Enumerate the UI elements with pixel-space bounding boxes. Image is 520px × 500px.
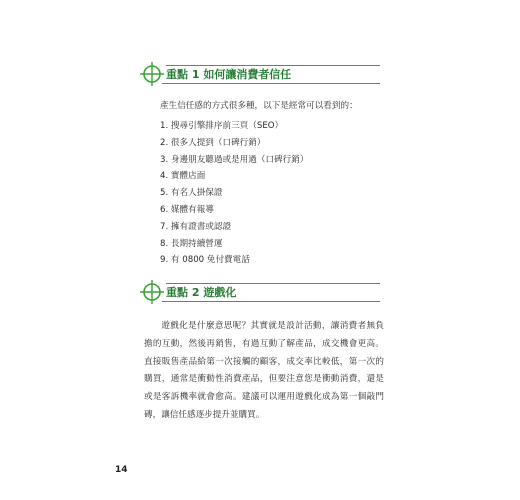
heading-rule	[162, 301, 380, 302]
list-item: 5. 有名人掛保證	[160, 188, 223, 199]
section-2-paragraph	[144, 318, 384, 425]
list-item: 1. 搜尋引擎排序前三頁（SEO）	[160, 121, 284, 131]
list-item: 8. 長期持續營運	[160, 238, 223, 249]
heading-rule-top	[166, 65, 380, 66]
list-item: 3. 身邊朋友聽過或是用過（口碑行銷）	[160, 154, 309, 165]
page-number: 14	[115, 465, 128, 475]
heading-rule	[162, 83, 380, 84]
list-item: 4. 實體店面	[160, 171, 206, 182]
list-item: 2. 很多人提到（口碑行銷）	[160, 137, 266, 148]
section-2-title: 重點 2 遊戲化	[166, 286, 237, 299]
crosshair-icon	[140, 280, 164, 304]
section-1-title: 重點 1 如何讓消費者信任	[166, 68, 292, 81]
section-1-intro: 產生信任感的方式很多種，以下是經常可以看到的：	[160, 101, 358, 111]
section-1-heading	[140, 62, 380, 86]
section-2-paragraph-text: 遊戲化是什麼意思呢？其實就是設計活動，讓消費者無負擔的互動，然後再銷售，有過互動了解產品，成交機會更高。直接販售產品給第一次接觸的顧客，成交率比較低，第一次的購買，通常是衝動性消費產品，但要注意您是衝動消費，還是或是客訴機率就會愈高。建議可以運用遊戲化成為第一個敲門磚，讓信任感逐步提升並購買。	[144, 321, 384, 420]
section-2-heading	[140, 280, 380, 304]
crosshair-icon	[140, 62, 164, 86]
trust-list	[160, 118, 308, 269]
list-item: 6. 媒體有報導	[160, 204, 214, 215]
list-item: 7. 擁有證書或認證	[160, 221, 232, 232]
list-item: 9. 有 0800 免付費電話	[160, 255, 250, 266]
heading-rule-top	[166, 283, 380, 284]
